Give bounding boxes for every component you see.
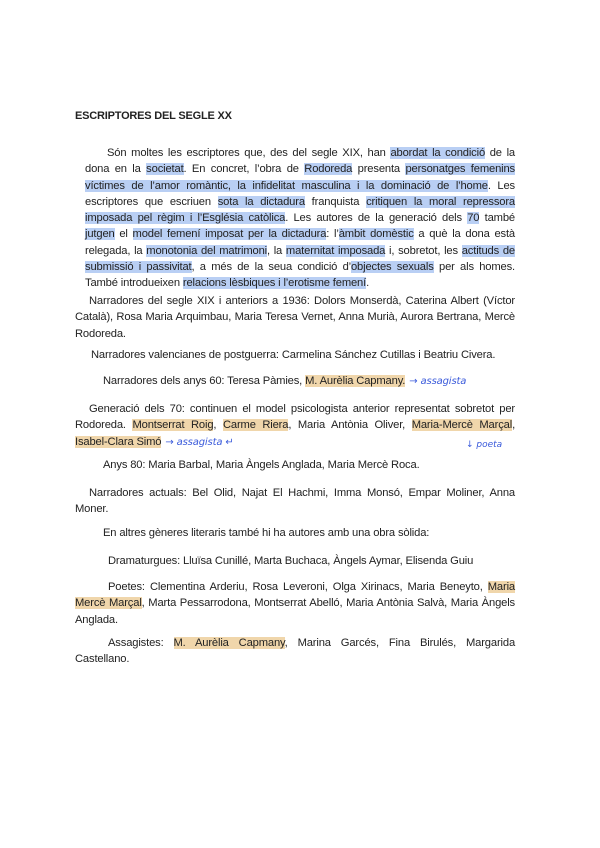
highlighted-author: Montserrat Roig bbox=[132, 419, 214, 432]
highlighted-phrase: relacions lèsbiques i l’erotisme femení bbox=[182, 277, 367, 290]
highlighted-phrase: 70 bbox=[467, 212, 480, 225]
highlighted-phrase: maternitat imposada bbox=[285, 244, 386, 257]
text-run: Narradores dels anys 60: Teresa Pàmies, bbox=[103, 375, 306, 387]
text-run: Són moltes les escriptores que, des del segle XIX, han bbox=[107, 147, 391, 159]
highlighted-phrase: monotonia del matrimoni bbox=[146, 244, 267, 257]
text-run: . Les escriptores que escriuen bbox=[85, 179, 515, 208]
highlighted-phrase: personatges femenins víctimes de l’amor romàntic, la infidelitat masculina i la dominació de l’home bbox=[85, 163, 515, 192]
text-run: franquista bbox=[304, 195, 367, 208]
text-run: , Maria Antònia Oliver, bbox=[288, 419, 412, 432]
highlighted-author: M. Aurèlia Capmany bbox=[173, 637, 285, 649]
text-run: de la dona en la bbox=[85, 147, 515, 176]
highlighted-phrase: jutgen bbox=[85, 228, 115, 241]
text-run: Narradores del segle XIX i anteriors a 1936: Dolors Monserdà, Caterina Albert (Víctor Català), Rosa Maria Arquimbau, Maria Teresa Vernet, Anna Murià, Aurora Bertrana, Mercè Rodoreda. bbox=[75, 295, 515, 340]
text-run: , bbox=[213, 419, 223, 432]
highlighted-phrase: societat bbox=[146, 163, 184, 176]
text-run: , a més de la seua condició d’ bbox=[191, 261, 351, 274]
text-run: Anys 80: Maria Barbal, Maria Àngels Anglada, Maria Mercè Roca. bbox=[103, 459, 420, 471]
highlighted-phrase: critiquen la moral repressora imposada pel règim i l’Església catòlica bbox=[85, 195, 515, 225]
highlighted-author: Maria-Mercè Marçal bbox=[411, 419, 513, 432]
text-run: Narradores actuals: Bel Olid, Najat El Hachmi, Imma Monsó, Empar Moliner, Anna Moner. bbox=[75, 487, 515, 516]
text-run: a què la dona està relegada, la bbox=[85, 228, 515, 257]
highlighted-phrase: abordat la condició bbox=[390, 147, 486, 159]
document-title: ESCRIPTORES DEL SEGLE XX bbox=[75, 110, 232, 122]
handwritten-note: → assagista ↵ bbox=[165, 436, 234, 448]
intro-paragraph bbox=[85, 145, 515, 292]
text-run: també bbox=[479, 212, 515, 225]
paragraph-narradores-xix bbox=[75, 293, 515, 342]
text-run: . Les autores de la generació dels bbox=[285, 212, 468, 225]
paragraph-generacio-70 bbox=[75, 401, 515, 451]
paragraph-narradores-60 bbox=[75, 373, 515, 390]
handwritten-note-poeta: ↓ poeta bbox=[466, 440, 503, 450]
text-run: per als homes. També introdueixen bbox=[85, 261, 516, 290]
paragraph-poetes bbox=[75, 579, 515, 628]
text-run: . En concret, l’obra de bbox=[183, 163, 305, 176]
highlighted-phrase: Rodoreda bbox=[304, 163, 353, 176]
text-run: Narradores valencianes de postguerra: Carmelina Sánchez Cutillas i Beatriu Civera. bbox=[91, 349, 496, 361]
highlighted-author: Maria Mercè Marçal bbox=[75, 581, 515, 610]
text-run: En altres gèneres literaris també hi ha autores amb una obra sòlida: bbox=[103, 527, 430, 539]
highlighted-phrase: sota la dictadura bbox=[217, 195, 305, 208]
highlighted-phrase: àmbit domèstic bbox=[338, 228, 414, 241]
highlighted-phrase: objectes sexuals bbox=[350, 261, 434, 274]
highlighted-author: M. Aurèlia Capmany. bbox=[305, 375, 406, 387]
highlighted-author: Isabel-Clara Simó bbox=[75, 435, 162, 448]
text-run: Poetes: Clementina Arderiu, Rosa Leveroni, Olga Xirinacs, Maria Beneyto, bbox=[108, 581, 488, 593]
paragraph-narradores-actuals bbox=[75, 485, 515, 518]
highlighted-author: Carme Riera bbox=[222, 419, 289, 432]
text-run: Generació dels 70: continuen el model psicologista anterior representat sobretot per Rodoreda. bbox=[75, 403, 515, 432]
handwritten-note: → assagista bbox=[409, 376, 467, 387]
paragraph-altres-generes bbox=[75, 525, 515, 541]
text-run: el bbox=[114, 228, 133, 241]
highlighted-phrase: actituds de submissió i passivitat bbox=[85, 244, 515, 274]
text-run: : l’ bbox=[326, 228, 339, 241]
text-run: , Marina Garcés, Fina Birulés, Margarida Castellano. bbox=[75, 637, 516, 666]
paragraph-assagistes bbox=[75, 635, 515, 668]
paragraph-dramaturgues bbox=[75, 553, 515, 569]
text-run: i, sobretot, les bbox=[385, 244, 462, 257]
text-run: , Marta Pessarrodona, Montserrat Abelló, Maria Antònia Salvà, Maria Àngels Anglada. bbox=[75, 597, 515, 626]
text-run: , la bbox=[266, 244, 286, 257]
highlighted-phrase: model femení imposat per la dictadura bbox=[132, 228, 327, 241]
text-run: . bbox=[366, 277, 370, 290]
paragraph-anys-80 bbox=[75, 457, 515, 473]
text-run: , bbox=[512, 419, 516, 432]
text-run: Dramaturgues: Lluïsa Cunillé, Marta Buchaca, Àngels Aymar, Elisenda Guiu bbox=[108, 555, 474, 567]
paragraph-narradores-valencianes bbox=[75, 347, 515, 363]
text-run: presenta bbox=[352, 163, 406, 176]
text-run: Assagistes: bbox=[108, 637, 174, 649]
